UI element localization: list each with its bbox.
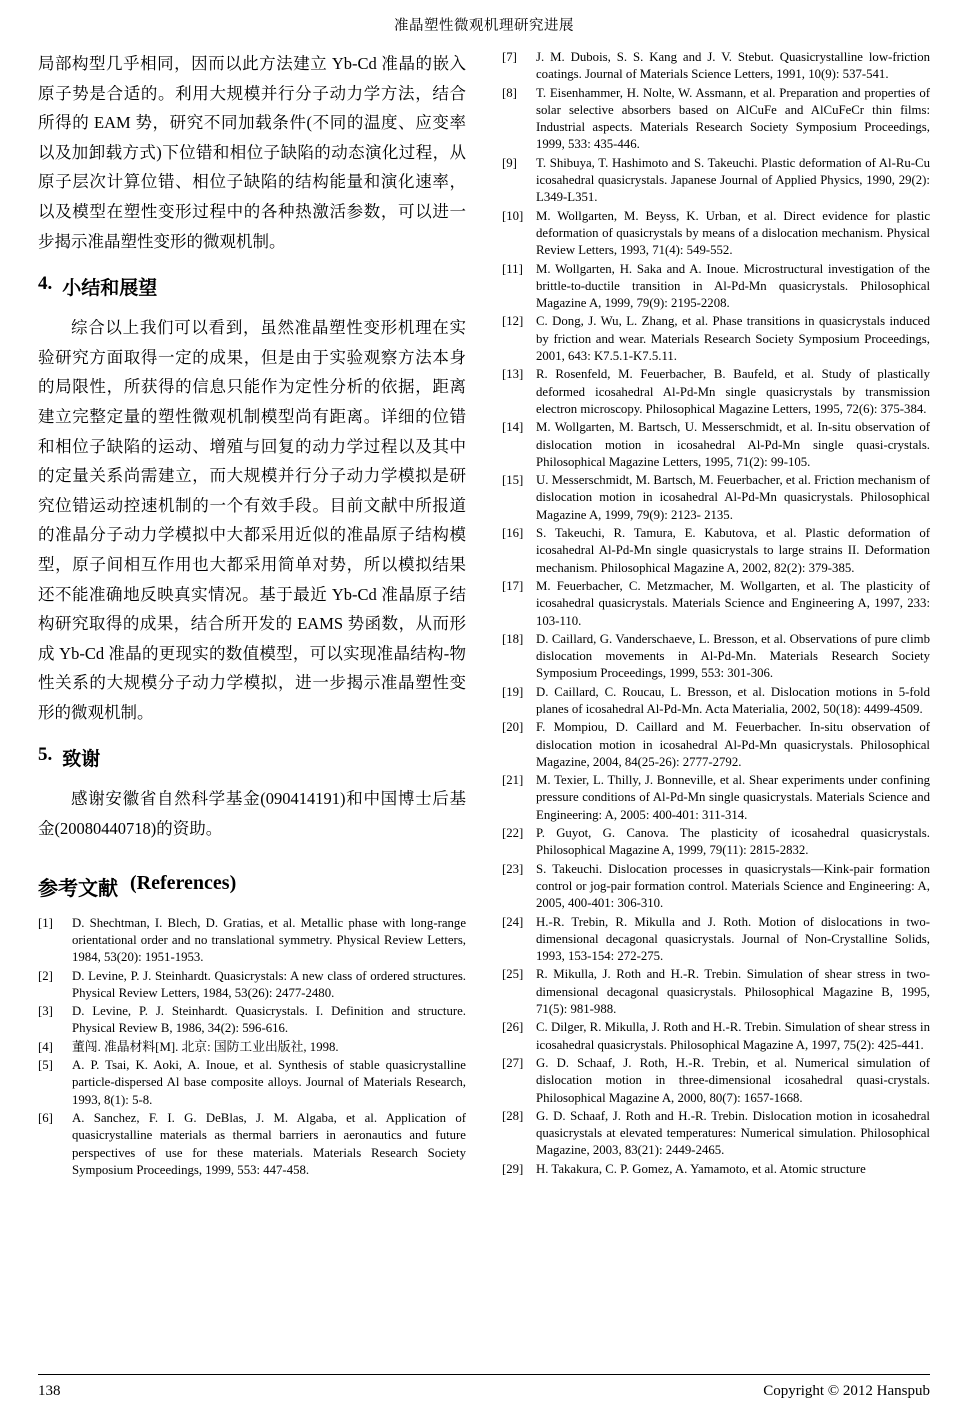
reference-text: D. Caillard, G. Vanderschaeve, L. Bresson, et al. Observations of pure climb dislocation movements in Al-Pd-Mn. Materials Research Society Symposium Proceedings, 1999, 553: 301-306. [536,631,930,681]
reference-number: [25] [502,967,524,982]
section-4-paragraph: 综合以上我们可以看到，虽然准晶塑性变形机理在实验研究方面取得一定的成果，但是由于实验观察方法本身的局限性，所获得的信息只能作为定性分析的依据，距离建立完整定量的塑性微观机制模型尚有距离。详细的位错和相位子缺陷的运动、增殖与回复的动力学过程以及其中的定量关系尚需建立，而大规模并行分子动力学模拟是研究位错运动控速机制的一个有效手段。目前文献中所报道的准晶分子动力学模拟中大都采用近似的准晶原子结构模型，原子间相互作用也大都采用简单对势，所以模拟结果还不能准确地反映真实情况。基于最近 Yb-Cd 准晶原子结构研究取得的成果，结合所开发的 EAMS 势函数，从而形成 Yb-Cd 准晶的更现实的数值模型，可以实现准晶结构-物性关系的大规模分子动力学模拟，进一步揭示准晶塑性变形的微观机制。 [38,318,466,722]
section-5-paragraph: 感谢安徽省自然科学基金(090414191)和中国博士后基金(20080440718)的资助。 [38,789,466,839]
reference-number: [27] [502,1055,524,1070]
reference-item [502,49,930,84]
reference-text: P. Guyot, G. Canova. The plasticity of icosahedral quasicrystals. Philosophical Magazine A, 1999, 79(11): 2815-2832. [536,826,930,858]
page-header [38,10,930,49]
reference-text: G. D. Schaaf, J. Roth and H.-R. Trebin. Dislocation motion in icosahedral quasicrystals at elevated temperatures: Numerical simulation. Philosophical Magazine, 2003, 83(21): 2449-2465. [536,1108,930,1158]
reference-number: [14] [502,420,524,435]
reference-number: [28] [502,1108,524,1123]
reference-text: S. Takeuchi. Dislocation processes in quasicrystals—Kink-pair formation control or jog-pair formation control. Materials Science and Engineering: A, 2005, 400-401: 306-310. [536,861,930,911]
reference-item [38,1003,466,1038]
reference-item [38,1110,466,1179]
reference-text: T. Shibuya, T. Hashimoto and S. Takeuchi. Plastic deformation of Al-Ru-Cu icosahedral quasicrystals. Japanese Journal of Applied Physics, 1990, 29(2): L349-L351. [536,155,930,205]
reference-number: [11] [502,261,523,276]
reference-item [502,1019,930,1054]
reference-list-right [502,49,930,1178]
reference-text: R. Rosenfeld, M. Feuerbacher, B. Baufeld, et al. Study of plastically deformed icosahedral Al-Pd-Mn single quasicrystals by transmission electron microscopy. Philosophical Magazine Letters, 1995, 72(6): 375-384. [536,367,930,416]
reference-text: R. Mikulla, J. Roth and H.-R. Trebin. Simulation of shear stress in two-dimensional decagonal quasicrystals. Philosophical Magazine B, 1995, 71(5): 981-988. [536,967,930,1017]
section-5-title: 致谢 [62,749,101,771]
reference-text: D. Shechtman, I. Blech, D. Gratias, et al. Metallic phase with long-range orientational order and no translational symmetry. Physical Review Letters, 1984, 53(20): 1951-1953. [72,915,466,965]
reference-item [502,825,930,860]
running-title: 准晶塑性微观机理研究进展 [394,18,574,34]
reference-item [502,1055,930,1107]
reference-number: [23] [502,861,524,876]
section-4-number: 4. [38,273,53,295]
section-4-heading [38,273,466,300]
reference-item [502,772,930,824]
reference-number: [21] [502,773,524,788]
reference-item [502,525,930,577]
reference-list-left [38,915,466,1179]
reference-number: [15] [502,473,524,488]
reference-number: [1] [38,915,53,930]
reference-number: [13] [502,367,524,382]
reference-item [502,366,930,418]
reference-number: [22] [502,826,524,841]
reference-number: [12] [502,314,524,329]
page-number: 138 [38,1383,61,1399]
reference-number: [26] [502,1020,524,1035]
reference-number: [7] [502,50,517,64]
reference-number: [24] [502,914,524,929]
reference-text: C. Dilger, R. Mikulla, J. Roth and H.-R. Trebin. Simulation of shear stress in icosahedral quasicrystals. Philosophical Magazine A, 1997, 75(2): 425-441. [536,1020,930,1052]
reference-number: [8] [502,85,517,100]
reference-number: [6] [38,1110,53,1125]
reference-item [502,85,930,154]
reference-text: H. Takakura, C. P. Gomez, A. Yamamoto, et al. Atomic structure [536,1161,866,1176]
reference-number: [29] [502,1161,524,1176]
references-heading [38,872,466,901]
reference-text: M. Feuerbacher, C. Metzmacher, M. Wollgarten, et al. The plasticity of icosahedral quasicrystals. Materials Science and Engineering A, 1997, 233: 103-110. [536,578,930,628]
reference-number: [17] [502,578,524,593]
section-4-title: 小结和展望 [62,278,158,300]
reference-text: D. Levine, P. J. Steinhardt. Quasicrystals: A new class of ordered structures. Physical Review Letters, 1984, 53(26): 2477-2480. [72,968,466,1000]
intro-paragraph: 局部构型几乎相同，因而以此方法建立 Yb-Cd 准晶的嵌入原子势是合适的。利用大规模并行分子动力学方法，结合所得的 EAM 势，研究不同加载条件(不同的温度、应变率以及加卸载方式)下位错和相位子缺陷的动态演化过程，从原子层次计算位错、相位子缺陷的结构能量和演化速率，以及模型在塑性变形过程中的各种热激活参数，可以进一步揭示准晶塑性变形的微观机制。 [38,54,466,251]
reference-number: [9] [502,155,517,170]
reference-text: M. Wollgarten, M. Beyss, K. Urban, et al. Direct evidence for plastic deformation of quasicrystals by means of a dislocation mechanism. Physical Review Letters, 1993, 71(4): 549-552. [536,208,930,258]
reference-number: [16] [502,526,524,541]
reference-text: D. Caillard, C. Roucau, L. Bresson, et al. Dislocation motions in 5-fold planes of icosahedral Al-Pd-Mn. Acta Materialia, 2002, 50(18): 4499-4509. [536,684,930,716]
reference-text: M. Wollgarten, H. Saka and A. Inoue. Microstructural investigation of the brittle-to-ductile transition in Al-Pd-Mn quasicrystals. Philosophical Magazine A, 1999, 79(9): 2195-2208. [536,261,930,311]
reference-number: [18] [502,631,524,646]
two-column-content [38,49,930,1180]
reference-item [502,155,930,207]
reference-item [502,861,930,913]
reference-text: T. Eisenhammer, H. Nolte, W. Assmann, et al. Preparation and properties of solar selective absorbers based on AlCuFe and AlCuFeCr thin films: Industrial aspects. Materials Research Society Symposium Proceedings, 1999, 533: 435-446. [536,85,930,152]
reference-text: A. Sanchez, F. I. G. DeBlas, J. M. Algaba, et al. Application of quasicrystalline materials as thermal barriers in aeronautics and future perspectives of use for these materials. Materials Research Society Symposium Proceedings, 1999, 553: 447-458. [72,1110,466,1177]
reference-item [502,261,930,313]
reference-item [38,915,466,967]
reference-item [502,208,930,260]
reference-item [502,914,930,966]
reference-text: H.-R. Trebin, R. Mikulla and J. Roth. Motion of dislocations in two-dimensional decagonal quasicrystals. Journal of Non-Crystalline Solids, 1993, 153-154: 272-275. [536,914,930,964]
section-5-heading [38,744,466,771]
reference-text: M. Wollgarten, M. Bartsch, U. Messerschmidt, et al. In-situ observation of dislocation motion in icosahedral Al-Pd-Mn single quasi-crystals. Philosophical Magazine Letters, 1995, 71(2): 99-105. [536,420,930,469]
reference-text: G. D. Schaaf, J. Roth, H.-R. Trebin, et al. Numerical simulation of dislocation motion in three-dimensional icosahedral quasi-crystals. Philosophical Magazine A, 2000, 80(7): 1657-1668. [536,1055,930,1105]
reference-number: [10] [502,208,524,223]
copyright-notice: Copyright © 2012 Hanspub [763,1383,930,1399]
references-heading-cn: 参考文献 [38,877,118,900]
reference-text: D. Levine, P. J. Steinhardt. Quasicrystals. I. Definition and structure. Physical Review B, 1986, 34(2): 596-616. [72,1004,466,1036]
reference-text: 董闯. 准晶材料[M]. 北京: 国防工业出版社, 1998. [72,1039,339,1054]
reference-item [502,313,930,365]
reference-text: M. Texier, L. Thilly, J. Bonneville, et al. Shear experiments under confining pressure conditions of Al-Pd-Mn single quasicrystals. Materials Science and Engineering: A, 2005: 400-401: 311-314. [536,773,930,822]
reference-number: [20] [502,720,524,735]
reference-item [38,968,466,1003]
reference-text: A. P. Tsai, K. Aoki, A. Inoue, et al. Synthesis of stable quasicrystalline particle-dispersed Al base composite alloys. Journal of Materials Research, 1993, 8(1): 5-8. [72,1058,466,1107]
reference-item [502,1108,930,1160]
reference-text: C. Dong, J. Wu, L. Zhang, et al. Phase transitions in quasicrystals induced by friction and wear. Materials Research Society Symposium Proceedings, 2001, 643: K7.5.1-K7.5.11. [536,314,930,364]
reference-item [38,1039,466,1056]
reference-item [502,631,930,683]
reference-item [502,578,930,630]
reference-number: [5] [38,1058,53,1073]
section-5-number: 5. [38,744,53,766]
reference-item [502,684,930,719]
reference-number: [3] [38,1004,53,1019]
reference-number: [19] [502,684,524,699]
reference-text: S. Takeuchi, R. Tamura, E. Kabutova, et al. Plastic deformation of icosahedral Al-Pd-Mn single quasicrystals to large strains II. Deformation mechanism. Philosophical Magazine A, 2002, 82(2): 379-385. [536,526,930,575]
reference-item [502,419,930,471]
right-column [502,49,930,1179]
left-column [38,49,466,1180]
reference-text: U. Messerschmidt, M. Bartsch, M. Feuerbacher, et al. Friction mechanism of dislocation motion in icosahedral Al-Pd-Mn quasicrystals. Philosophical Magazine A, 1999, 79(9): 2123- 2135. [536,473,930,522]
page-footer [38,1374,930,1400]
reference-text: F. Mompiou, D. Caillard and M. Feuerbacher. In-situ observation of dislocation motion in icosahedral Al-Pd-Mn quasicrystals. Philosophical Magazine, 2004, 84(25-26): 2777-2792. [536,720,930,769]
reference-item [38,1057,466,1109]
references-heading-en: (References) [130,871,237,894]
reference-text: J. M. Dubois, S. S. Kang and J. V. Stebut. Quasicrystalline low-friction coatings. Journal of Materials Science Letters, 1991, 10(9): 537-541. [536,50,930,82]
reference-item [502,966,930,1018]
reference-item [502,1161,930,1178]
reference-item [502,719,930,771]
reference-number: [4] [38,1039,53,1054]
reference-number: [2] [38,968,53,983]
reference-item [502,472,930,524]
